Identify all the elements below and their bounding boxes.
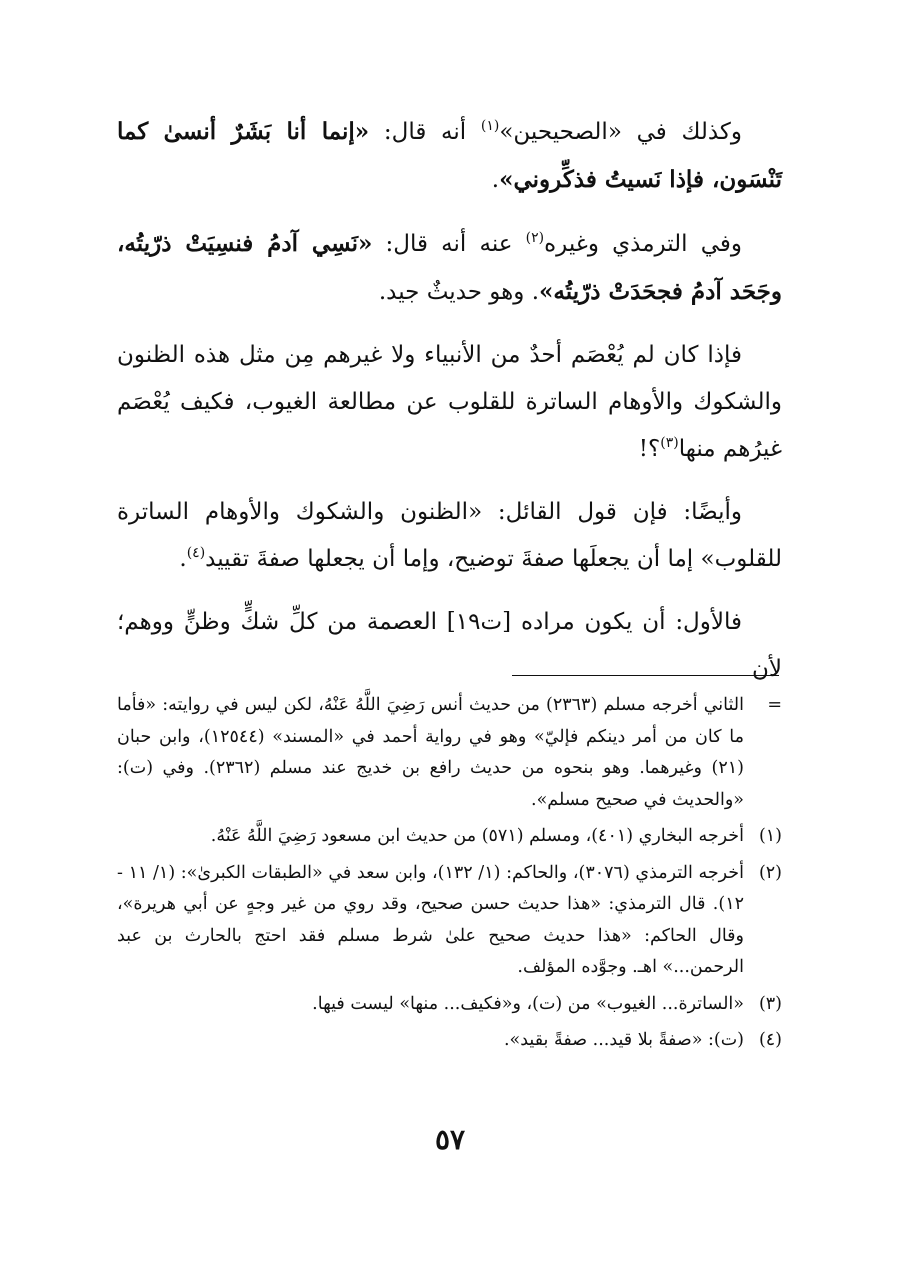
paragraph-text: وفي الترمذي وغيره bbox=[544, 231, 742, 257]
paragraph-4 bbox=[117, 489, 782, 583]
paragraph-text: فالأول: أن يكون مراده [ت١٩] العصمة من كلِّ شكٍّ وظنٍّ ووهم؛ لأن bbox=[117, 609, 782, 682]
paragraph-2 bbox=[117, 220, 782, 316]
hadith-quote: «نَسِي آدمُ فنسِيَتْ ذرّيتُه، وجَحَد آدمُ فجحَدَتْ ذرّيتُه» bbox=[117, 230, 782, 305]
footnote-marker: = bbox=[767, 695, 782, 715]
footnote-text: الثاني أخرجه مسلم (٢٣٦٣) من حديث أنس رَضِيَ اللَّهُ عَنْهُ، لكن ليس في روايته: «فأما ما كان من أمر دينكم فإليّ» وهو في رواية أحمد في «المسند» (١٢٥٤٤)، وابن حبان (٢١) وغيرهما. وهو بنحوه من حديث رافع بن خديج عند مسلم (٢٣٦٢). وفي (ت): «والحديث في صحيح مسلم». bbox=[117, 695, 744, 810]
footnote-marker: (١) bbox=[758, 826, 782, 846]
footnote-1 bbox=[117, 821, 782, 853]
paragraph-5 bbox=[117, 599, 782, 693]
paragraph-text: فإذا كان لم يُعْصَم أحدٌ من الأنبياء ولا غيرهم مِن مثل هذه الظنون والشكوك والأوهام الساترة للقلوب عن مطالعة الغيوب، فكيف يُعْصَم غيرُهم منها bbox=[117, 342, 782, 462]
footnote-text: «الساترة... الغيوب» من (ت)، و«فكيف... منها» ليست فيها. bbox=[312, 993, 744, 1014]
paragraph-text: أنه قال: bbox=[369, 119, 481, 145]
main-text bbox=[117, 108, 782, 693]
footnote-marker: (٢) bbox=[758, 862, 782, 883]
footnote-reference: (٣) bbox=[660, 435, 679, 451]
paragraph-text: . وهو حديثٌ جيد. bbox=[378, 279, 540, 305]
footnotes bbox=[117, 690, 782, 1062]
paragraph-text: . bbox=[491, 167, 500, 193]
page-number: ٥٧ bbox=[434, 1123, 466, 1156]
paragraph-text: ؟! bbox=[638, 436, 661, 462]
footnote-marker: (٤) bbox=[758, 1030, 782, 1050]
footnote-4 bbox=[117, 1025, 782, 1057]
footnote-reference: (٢) bbox=[525, 230, 545, 246]
paragraph-3 bbox=[117, 332, 782, 473]
paragraph-1 bbox=[117, 108, 782, 204]
paragraph-text: وأيضًا: فإن قول القائل: «الظنون والشكوك والأوهام الساترة للقلوب» إما أن يجعلَها صفةَ توضيح، وإما أن يجعلها صفةَ تقييد bbox=[117, 499, 782, 572]
footnote-2 bbox=[117, 858, 782, 984]
paragraph-text: عنه أنه قال: bbox=[372, 231, 526, 257]
footnote-reference: (٤) bbox=[186, 545, 206, 561]
footnote-divider bbox=[512, 675, 779, 676]
footnote-continuation bbox=[117, 690, 782, 816]
footnote-text: أخرجه الترمذي (٣٠٧٦)، والحاكم: (١/ ١٣٢)، وابن سعد في «الطبقات الكبرىٰ»: (١/ ١١ - ١٢). قال الترمذي: «هذا حديث حسن صحيح، وقد روي من غير وجهٍ عن أبي هريرة»، وقال الحاكم: «هذا حديث صحيح علىٰ شرط مسلم فقد احتج بالحارث بن عبد الرحمن...» اهـ. وجوَّده المؤلف. bbox=[117, 862, 744, 977]
footnote-reference: (١) bbox=[480, 118, 500, 134]
footnote-text: أخرجه البخاري (٤٠١)، ومسلم (٥٧١) من حديث ابن مسعود رَضِيَ اللَّهُ عَنْهُ. bbox=[210, 826, 744, 846]
footnote-3 bbox=[117, 989, 782, 1021]
hadith-quote: «إنما أنا بَشَرٌ أنسىٰ كما تَنْسَون، فإذا نَسيتُ فذكِّروني» bbox=[117, 118, 782, 193]
footnote-marker: (٣) bbox=[758, 993, 782, 1014]
paragraph-text: وكذلك في «الصحيحين» bbox=[499, 119, 742, 145]
paragraph-text: . bbox=[179, 546, 187, 572]
footnote-text: (ت): «صفةً بلا قيد... صفةً بقيد». bbox=[503, 1030, 744, 1050]
